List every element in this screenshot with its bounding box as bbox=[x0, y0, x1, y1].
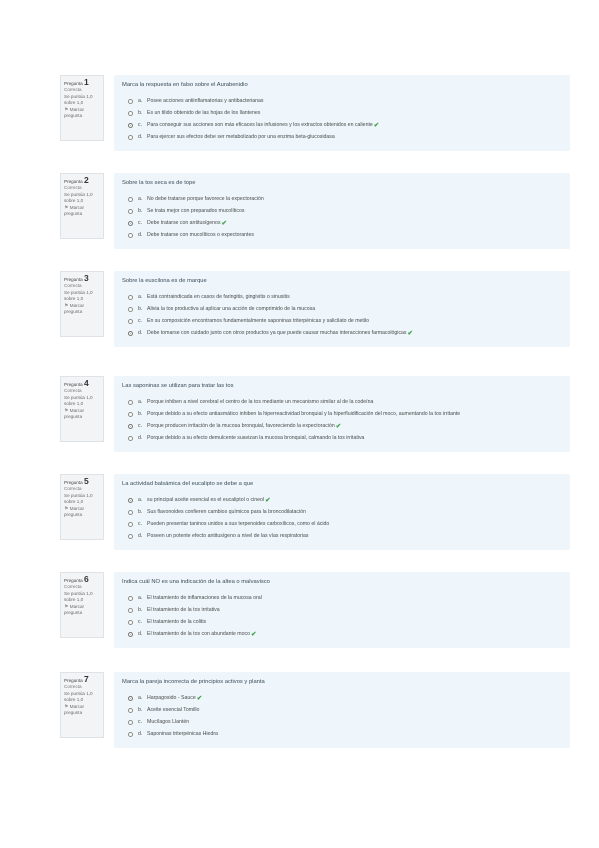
radio-button[interactable] bbox=[128, 720, 133, 725]
answer-option[interactable] bbox=[122, 205, 562, 217]
question-number bbox=[64, 275, 100, 283]
flag-question-link[interactable] bbox=[64, 303, 100, 316]
option-letter: c. bbox=[138, 122, 143, 128]
flag-icon: ⚑ bbox=[64, 407, 69, 414]
option-text: Porque producen irritación de la mucosa bronquial, favoreciendo la expectoración bbox=[147, 423, 335, 429]
answer-option[interactable] bbox=[122, 229, 562, 241]
flag-question-label: Marcar pregunta bbox=[64, 302, 85, 315]
option-letter: d. bbox=[138, 533, 143, 539]
radio-button[interactable] bbox=[128, 522, 133, 527]
option-text: El tratamiento de la tos irritativa bbox=[147, 607, 220, 613]
option-text: Debe tratarse con antitusígenos bbox=[147, 220, 221, 226]
question-label: Pregunta bbox=[64, 179, 83, 184]
correct-check-icon: ✔ bbox=[407, 330, 413, 337]
option-text: Aceite esencial Tomillo bbox=[147, 707, 200, 713]
question-info bbox=[60, 173, 104, 239]
option-text: su principal aceite esencial es el eucaliptol o cineol bbox=[147, 497, 265, 503]
option-text: Mucílagos Llantén bbox=[147, 719, 190, 725]
radio-button[interactable] bbox=[128, 632, 133, 637]
radio-button[interactable] bbox=[128, 436, 133, 441]
question-number-value: 2 bbox=[83, 175, 89, 185]
radio-button[interactable] bbox=[128, 498, 133, 503]
option-text: Para ejercer sus efectos debe ser metabolizado por una enzima beta-glucosidasa bbox=[147, 134, 335, 140]
answer-option[interactable] bbox=[122, 604, 562, 616]
answer-option[interactable] bbox=[122, 408, 562, 420]
flag-question-label: Marcar pregunta bbox=[64, 407, 85, 420]
option-letter: a. bbox=[138, 399, 143, 405]
flag-question-label: Marcar pregunta bbox=[64, 703, 85, 716]
answer-options bbox=[122, 95, 562, 143]
radio-button[interactable] bbox=[128, 596, 133, 601]
flag-question-label: Marcar pregunta bbox=[64, 106, 85, 119]
answer-option[interactable] bbox=[122, 616, 562, 628]
option-text: Está contraindicada en casos de faringitis, gingivitis o sinusitis bbox=[147, 294, 290, 300]
question-number bbox=[64, 576, 100, 584]
option-letter: b. bbox=[138, 208, 143, 214]
answer-options bbox=[122, 692, 562, 740]
question-info bbox=[60, 271, 104, 337]
option-letter: b. bbox=[138, 607, 143, 613]
option-text: Es un tilido obtenido de las hojas de los llantenes bbox=[147, 110, 261, 116]
question-number bbox=[64, 478, 100, 486]
correct-check-icon: ✔ bbox=[265, 497, 271, 504]
radio-button[interactable] bbox=[128, 123, 133, 128]
answer-option[interactable] bbox=[122, 506, 562, 518]
question-label: Pregunta bbox=[64, 578, 83, 583]
question-number bbox=[64, 79, 100, 87]
question-score: Se puntúa 1,0 sobre 1,0 bbox=[64, 590, 93, 603]
option-letter: a. bbox=[138, 294, 143, 300]
flag-icon: ⚑ bbox=[64, 603, 69, 610]
question-score: Se puntúa 1,0 sobre 1,0 bbox=[64, 93, 93, 106]
question-label: Pregunta bbox=[64, 81, 83, 86]
flag-question-link[interactable] bbox=[64, 107, 100, 120]
question-state: Correcta bbox=[64, 283, 82, 289]
option-text: Porque debido a su efecto demulcente suavizan la mucosa bronquial, calmando la tos irritativa bbox=[147, 435, 365, 441]
correct-check-icon: ✔ bbox=[373, 122, 380, 129]
answer-options bbox=[122, 291, 562, 339]
question-info bbox=[60, 672, 104, 738]
question-content bbox=[114, 173, 570, 249]
option-letter: d. bbox=[138, 435, 143, 441]
radio-button[interactable] bbox=[128, 331, 133, 336]
flag-icon: ⚑ bbox=[64, 703, 69, 710]
question-number-value: 1 bbox=[83, 77, 89, 87]
radio-button[interactable] bbox=[128, 424, 133, 429]
question-info bbox=[60, 75, 104, 141]
option-letter: c. bbox=[138, 318, 143, 324]
option-text: Para conseguir sus acciones son más eficaces las infusiones y los extractos obtenidos en caliente bbox=[147, 122, 373, 128]
question-number bbox=[64, 177, 100, 185]
radio-button[interactable] bbox=[128, 708, 133, 713]
option-letter: b. bbox=[138, 411, 143, 417]
question-number-value: 5 bbox=[83, 476, 89, 486]
question-number-value: 6 bbox=[83, 574, 89, 584]
answer-option[interactable] bbox=[122, 628, 562, 640]
option-text: Porque inhiben a nivel cerebral el centro de la tos mediante un mecanismo similar al de la codeína bbox=[147, 399, 374, 405]
answer-option[interactable] bbox=[122, 131, 562, 143]
answer-option[interactable] bbox=[122, 728, 562, 740]
answer-options bbox=[122, 193, 562, 241]
option-text: Debe tratarse con mucolíticos o expectorantes bbox=[147, 232, 254, 238]
option-letter: b. bbox=[138, 110, 143, 116]
answer-options bbox=[122, 494, 562, 542]
option-letter: b. bbox=[138, 707, 143, 713]
question-content bbox=[114, 75, 570, 151]
correct-check-icon: ✔ bbox=[221, 220, 227, 227]
answer-option[interactable] bbox=[122, 95, 562, 107]
option-letter: a. bbox=[138, 196, 143, 202]
answer-option[interactable] bbox=[122, 193, 562, 205]
option-text: El tratamiento de la colitis bbox=[147, 619, 207, 625]
option-letter: b. bbox=[138, 306, 143, 312]
question-text: Las saponinas se utilizan para tratar las tos bbox=[122, 383, 234, 389]
question-info bbox=[60, 572, 104, 638]
question-state: Correcta bbox=[64, 584, 82, 590]
correct-check-icon: ✔ bbox=[250, 631, 257, 638]
radio-button[interactable] bbox=[128, 732, 133, 737]
radio-button[interactable] bbox=[128, 233, 133, 238]
question-content bbox=[114, 672, 570, 748]
answer-option[interactable] bbox=[122, 217, 562, 229]
radio-button[interactable] bbox=[128, 209, 133, 214]
question-text: Sobre la euscilona es de marque bbox=[122, 278, 207, 284]
radio-button[interactable] bbox=[128, 510, 133, 515]
option-letter: c. bbox=[138, 423, 143, 429]
question-state: Correcta bbox=[64, 684, 82, 690]
flag-question-link[interactable] bbox=[64, 205, 100, 218]
radio-button[interactable] bbox=[128, 307, 133, 312]
correct-check-icon: ✔ bbox=[196, 695, 203, 702]
answer-option[interactable] bbox=[122, 716, 562, 728]
option-text: Poseen un potente efecto antitusígeno a nivel de las vías respiratorias bbox=[147, 533, 309, 539]
question-label: Pregunta bbox=[64, 480, 83, 485]
option-letter: a. bbox=[138, 695, 143, 701]
answer-options bbox=[122, 592, 562, 640]
question-content bbox=[114, 376, 570, 452]
radio-button[interactable] bbox=[128, 400, 133, 405]
radio-button[interactable] bbox=[128, 412, 133, 417]
flag-icon: ⚑ bbox=[64, 106, 69, 113]
option-text: No debe tratarse porque favorece la expectoración bbox=[147, 196, 264, 202]
question-text: Sobre la tos seca es de tope bbox=[122, 180, 196, 186]
answer-option[interactable] bbox=[122, 291, 562, 303]
question-state: Correcta bbox=[64, 486, 82, 492]
option-text: Porque debido a su efecto antiasmático inhiben la hiperreactividad bronquial y la hiperfluidificación del moco, aumentando la tos irritante bbox=[147, 411, 461, 417]
answer-option[interactable] bbox=[122, 432, 562, 444]
answer-option[interactable] bbox=[122, 420, 562, 432]
question-score: Se puntúa 1,0 sobre 1,0 bbox=[64, 289, 93, 302]
question-score: Se puntúa 1,0 sobre 1,0 bbox=[64, 690, 93, 703]
question-text: Indica cuál NO es una indicación de la altea o malvavisco bbox=[122, 579, 270, 585]
radio-button[interactable] bbox=[128, 99, 133, 104]
answer-option[interactable] bbox=[122, 494, 562, 506]
answer-option[interactable] bbox=[122, 592, 562, 604]
option-letter: d. bbox=[138, 134, 143, 140]
option-letter: d. bbox=[138, 631, 143, 637]
option-text: El tratamiento de la tos con abundante moco bbox=[147, 631, 250, 637]
option-text: En su composición encontramos fundamentalmente saponinas triterpénicas y salicilato de metilo bbox=[147, 318, 370, 324]
question-info bbox=[60, 474, 104, 540]
flag-icon: ⚑ bbox=[64, 505, 69, 512]
option-letter: c. bbox=[138, 521, 143, 527]
question-label: Pregunta bbox=[64, 678, 83, 683]
answer-option[interactable] bbox=[122, 315, 562, 327]
option-letter: d. bbox=[138, 330, 143, 336]
answer-option[interactable] bbox=[122, 396, 562, 408]
answer-options bbox=[122, 396, 562, 444]
question-content bbox=[114, 271, 570, 347]
option-letter: c. bbox=[138, 719, 143, 725]
radio-button[interactable] bbox=[128, 620, 133, 625]
radio-button[interactable] bbox=[128, 135, 133, 140]
option-letter: a. bbox=[138, 98, 143, 104]
option-letter: a. bbox=[138, 497, 143, 503]
option-letter: c. bbox=[138, 619, 143, 625]
option-letter: a. bbox=[138, 595, 143, 601]
option-text: Se trata mejor con preparados mucolíticos bbox=[147, 208, 245, 214]
option-text: Posee acciones antiinflamatorias y antibacterianas bbox=[147, 98, 264, 104]
flag-icon: ⚑ bbox=[64, 302, 69, 309]
answer-option[interactable] bbox=[122, 303, 562, 315]
option-text: Alivia la tos productiva al aplicar una acción de comprimido de la mucosa bbox=[147, 306, 316, 312]
option-letter: d. bbox=[138, 731, 143, 737]
question-state: Correcta bbox=[64, 388, 82, 394]
question-content bbox=[114, 572, 570, 648]
flag-question-label: Marcar pregunta bbox=[64, 505, 85, 518]
option-text: Saponinas triterpénicas Hiedra bbox=[147, 731, 218, 737]
question-content bbox=[114, 474, 570, 550]
flag-question-link[interactable] bbox=[64, 408, 100, 421]
radio-button[interactable] bbox=[128, 608, 133, 613]
question-text: Marca la pareja incorrecta de principios activos y planta bbox=[122, 679, 265, 685]
question-number-value: 7 bbox=[83, 674, 89, 684]
flag-question-link[interactable] bbox=[64, 604, 100, 617]
option-letter: c. bbox=[138, 220, 143, 226]
answer-option[interactable] bbox=[122, 530, 562, 542]
question-state: Correcta bbox=[64, 185, 82, 191]
option-text: Sus flavonoides confieren cambios químicos para la broncodilatación bbox=[147, 509, 306, 515]
radio-button[interactable] bbox=[128, 111, 133, 116]
question-number-value: 4 bbox=[83, 378, 89, 388]
question-text: La actividad balsámica del eucalipto se debe a que bbox=[122, 481, 254, 487]
question-score: Se puntúa 1,0 sobre 1,0 bbox=[64, 492, 93, 505]
option-text: El tratamiento de inflamaciones de la mucosa oral bbox=[147, 595, 262, 601]
flag-question-link[interactable] bbox=[64, 704, 100, 717]
radio-button[interactable] bbox=[128, 696, 133, 701]
answer-option[interactable] bbox=[122, 119, 562, 131]
question-number bbox=[64, 380, 100, 388]
answer-option[interactable] bbox=[122, 692, 562, 704]
question-state: Correcta bbox=[64, 87, 82, 93]
flag-question-link[interactable] bbox=[64, 506, 100, 519]
option-letter: b. bbox=[138, 509, 143, 515]
radio-button[interactable] bbox=[128, 197, 133, 202]
flag-icon: ⚑ bbox=[64, 204, 69, 211]
answer-option[interactable] bbox=[122, 518, 562, 530]
option-text: Debe tomarse con cuidado junto con otros productos ya que puede causar muchas interacciones farmacológicas bbox=[147, 330, 407, 336]
question-score: Se puntúa 1,0 sobre 1,0 bbox=[64, 191, 93, 204]
flag-question-label: Marcar pregunta bbox=[64, 603, 85, 616]
question-number-value: 3 bbox=[83, 273, 89, 283]
answer-option[interactable] bbox=[122, 327, 562, 339]
option-text: Pueden presentar taninos unidos a sus terpenoides carboxílicos, como el ácido bbox=[147, 521, 330, 527]
question-number bbox=[64, 676, 100, 684]
flag-question-label: Marcar pregunta bbox=[64, 204, 85, 217]
radio-button[interactable] bbox=[128, 221, 133, 226]
option-text: Harpagosido - Sauce bbox=[147, 695, 196, 701]
option-letter: d. bbox=[138, 232, 143, 238]
answer-option[interactable] bbox=[122, 704, 562, 716]
question-label: Pregunta bbox=[64, 382, 83, 387]
question-info bbox=[60, 376, 104, 442]
radio-button[interactable] bbox=[128, 534, 133, 539]
radio-button[interactable] bbox=[128, 295, 133, 300]
question-text: Marca la respuesta en falso sobre el Aurabenidio bbox=[122, 82, 248, 88]
answer-option[interactable] bbox=[122, 107, 562, 119]
correct-check-icon: ✔ bbox=[335, 423, 342, 430]
question-label: Pregunta bbox=[64, 277, 83, 282]
question-score: Se puntúa 1,0 sobre 1,0 bbox=[64, 394, 93, 407]
radio-button[interactable] bbox=[128, 319, 133, 324]
